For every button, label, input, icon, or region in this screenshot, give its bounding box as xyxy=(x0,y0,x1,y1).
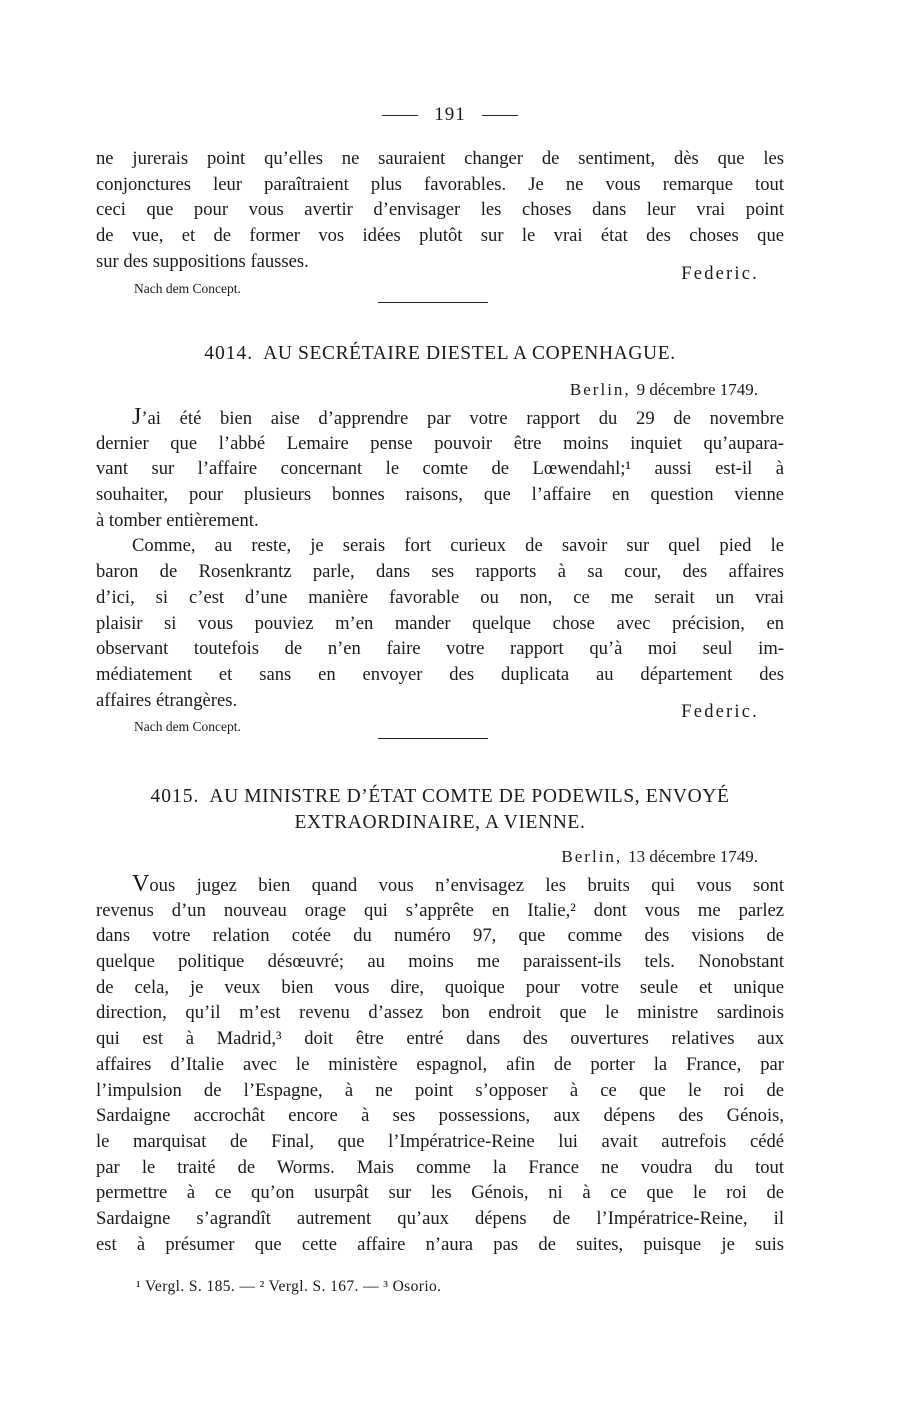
text-line: est à présumer que cette affaire n’aura pas de suites, puisque je suis xyxy=(96,1233,784,1255)
text-line: baron de Rosenkrantz parle, dans ses rapports à sa cour, des affaires xyxy=(96,561,784,583)
letter-number: 4015. xyxy=(150,786,200,807)
letter-heading: AU SECRÉTAIRE DIESTEL A COPENHAGUE. xyxy=(263,343,676,364)
text-line: de cela, je veux bien vous dire, quoique pour votre seule et unique xyxy=(96,976,784,998)
text-line: Sardaigne s’agrandît autrement qu’aux dépens de l’Impératrice-Reine, il xyxy=(96,1207,784,1229)
continuation-paragraph xyxy=(96,146,784,274)
letter-number: 4014. xyxy=(204,343,254,364)
text-line: sur des suppositions fausses. xyxy=(96,250,309,272)
signature: Federic. xyxy=(681,264,759,284)
date: 13 décembre 1749. xyxy=(628,847,758,866)
text-line: de vue, et de former vos idées plutôt sur le vrai état des choses que xyxy=(96,225,784,247)
text-line: revenus d’un nouveau orage qui s’apprête en Italie,² dont vous me parlez xyxy=(96,899,784,921)
text-line: plaisir si vous pouviez m’en mander quelque chose avec précision, en xyxy=(96,612,784,634)
drop-cap: V xyxy=(132,872,150,897)
letter-4015-title xyxy=(96,784,784,836)
source-note: Nach dem Concept. xyxy=(134,281,241,296)
signature: Federic. xyxy=(681,702,759,722)
letter-heading-line: EXTRAORDINAIRE, A VIENNE. xyxy=(294,812,586,833)
footnotes: ¹ Vergl. S. 185. — ² Vergl. S. 167. — ³ Osorio. xyxy=(136,1278,442,1295)
source-note: Nach dem Concept. xyxy=(134,719,241,734)
section-divider xyxy=(378,738,488,739)
letter-4015-dateline xyxy=(561,847,758,867)
text-line: vant sur l’affaire concernant le comte de Lœwendahl;¹ aussi est-il à xyxy=(96,458,784,480)
text-line: médiatement et sans en envoyer des duplicata au département des xyxy=(96,663,784,685)
letter-4014-dateline xyxy=(570,380,758,400)
text-line: affaires d’Italie avec le ministère espagnol, afin de porter la France, par xyxy=(96,1053,784,1075)
header-rule-left xyxy=(382,115,418,116)
text-line: permettre à ce qu’on usurpât sur les Génois, ni à ce que le roi de xyxy=(96,1182,784,1204)
text-line: conjonctures leur paraîtraient plus favorables. Je ne vous remarque tout xyxy=(96,173,784,195)
header-rule-right xyxy=(482,115,518,116)
text-line: à tomber entièrement. xyxy=(96,509,259,531)
text-line: direction, qu’il m’est revenu d’assez bon endroit que le ministre sardinois xyxy=(96,1002,784,1024)
page-header xyxy=(0,102,900,128)
text-line: quelque politique désœuvré; au moins me paraissent-ils tels. Nonobstant xyxy=(96,951,784,973)
text-line: ceci que pour vous avertir d’envisager les choses dans leur vrai point xyxy=(96,199,784,221)
text-line: souhaiter, pour plusieurs bonnes raisons, que l’affaire en question vienne xyxy=(96,484,784,506)
text-line: ne jurerais point qu’elles ne sauraient changer de sentiment, dès que les xyxy=(96,148,784,169)
date-city: Berlin, xyxy=(569,380,631,399)
drop-cap: J xyxy=(132,405,142,430)
letter-4014-title xyxy=(96,341,784,367)
text-line: dernier que l’abbé Lemaire pense pouvoir être moins inquiet qu’aupara- xyxy=(96,432,784,454)
date-city: Berlin, xyxy=(561,847,623,866)
text-line: par le traité de Worms. Mais comme la France ne voudra du tout xyxy=(96,1156,784,1178)
text-line: qui est à Madrid,³ doit être entré dans des ouvertures relatives aux xyxy=(96,1028,784,1050)
letter-heading-line: 4015. AU MINISTRE D’ÉTAT COMTE DE PODEWILS, ENVOYÉ xyxy=(150,786,730,807)
text-line: Sardaigne accrochât encore à ses possessions, aux dépens des Génois, xyxy=(96,1105,784,1127)
page-number: 191 xyxy=(434,104,466,125)
section-divider xyxy=(378,302,488,303)
text-line: d’ici, si c’est d’une manière favorable ou non, ce me serait un vrai xyxy=(96,586,784,608)
text-line: Vous jugez bien quand vous n’envisagez les bruits qui vous sont xyxy=(132,872,784,897)
date: 9 décembre 1749. xyxy=(636,380,758,399)
text-line: l’impulsion de l’Espagne, à ne point s’opposer à ce que le roi de xyxy=(96,1079,784,1101)
text-line: observant toutefois de n’en faire votre rapport qu’à moi seul im- xyxy=(96,638,784,660)
text-line: J’ai été bien aise d’apprendre par votre rapport du 29 de novembre xyxy=(132,405,784,430)
text-line: Comme, au reste, je serais fort curieux de savoir sur quel pied le xyxy=(132,535,784,557)
text-line: dans votre relation cotée du numéro 97, que comme des visions de xyxy=(96,925,784,947)
letter-4014-body xyxy=(96,405,784,713)
text-line: le marquisat de Final, que l’Impératrice-Reine lui avait autrefois cédé xyxy=(96,1130,784,1152)
letter-4015-body xyxy=(96,872,784,1257)
text-line: affaires étrangères. xyxy=(96,689,238,711)
